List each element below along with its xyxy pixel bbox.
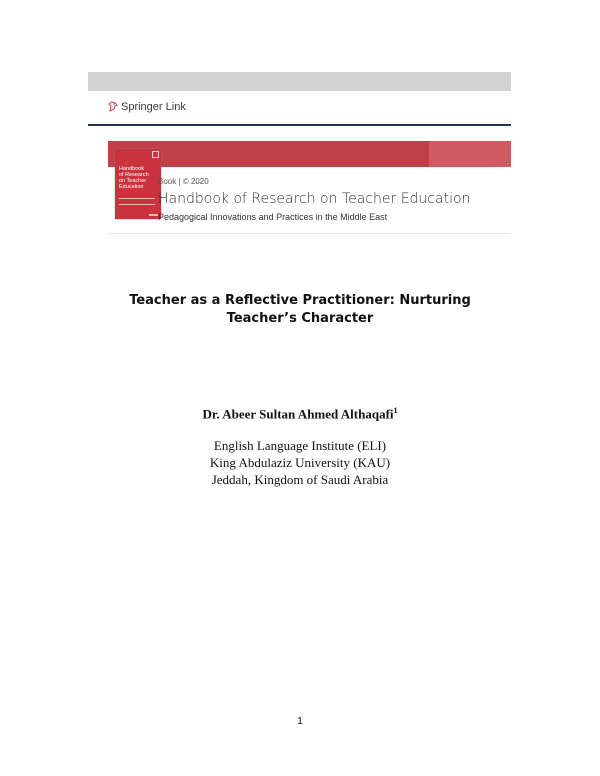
book-title[interactable]: Handbook of Research on Teacher Education: [158, 191, 471, 207]
affiliation-line: Jeddah, Kingdom of Saudi Arabia: [211, 472, 389, 487]
paper-title: [0, 292, 600, 328]
cover-corner-mark: [152, 151, 159, 158]
affiliation-line: King Abdulaziz University (KAU): [209, 455, 391, 470]
author-footnote-mark: 1: [393, 406, 398, 415]
paper-title-line1: Teacher as a Reflective Practitioner: Nurturing: [129, 293, 471, 308]
book-meta: Book | © 2020: [158, 177, 209, 186]
cover-subtitle-block: [119, 198, 155, 205]
banner-divider: [108, 233, 511, 234]
affiliation-line: English Language Institute (ELI): [213, 438, 387, 453]
cover-title-line: Handbook: [119, 166, 145, 172]
page-number: 1: [297, 716, 303, 727]
springer-link-logo[interactable]: [107, 100, 186, 113]
paper-title-line2: Teacher’s Character: [226, 311, 374, 326]
springer-header: [88, 98, 511, 126]
gray-top-bar: [88, 72, 511, 91]
author-name-text: Dr. Abeer Sultan Ahmed Althaqafi: [202, 406, 394, 422]
book-cover[interactable]: [115, 149, 161, 219]
springer-horse-icon: [107, 100, 119, 113]
book-banner: [108, 141, 511, 234]
cover-title-line: on Teacher: [119, 178, 147, 184]
cover-title-line: of Research: [119, 172, 149, 178]
cover-title: [119, 166, 159, 190]
cover-publisher-mark: [149, 214, 158, 216]
author-affiliation: [0, 437, 600, 488]
book-subtitle: Pedagogical Innovations and Practices in the Middle East: [158, 212, 388, 222]
banner-red-band-light: [429, 141, 511, 167]
cover-title-line: Education: [119, 184, 144, 190]
author-name: [0, 406, 600, 422]
springer-logo-text: Springer Link: [121, 100, 186, 113]
